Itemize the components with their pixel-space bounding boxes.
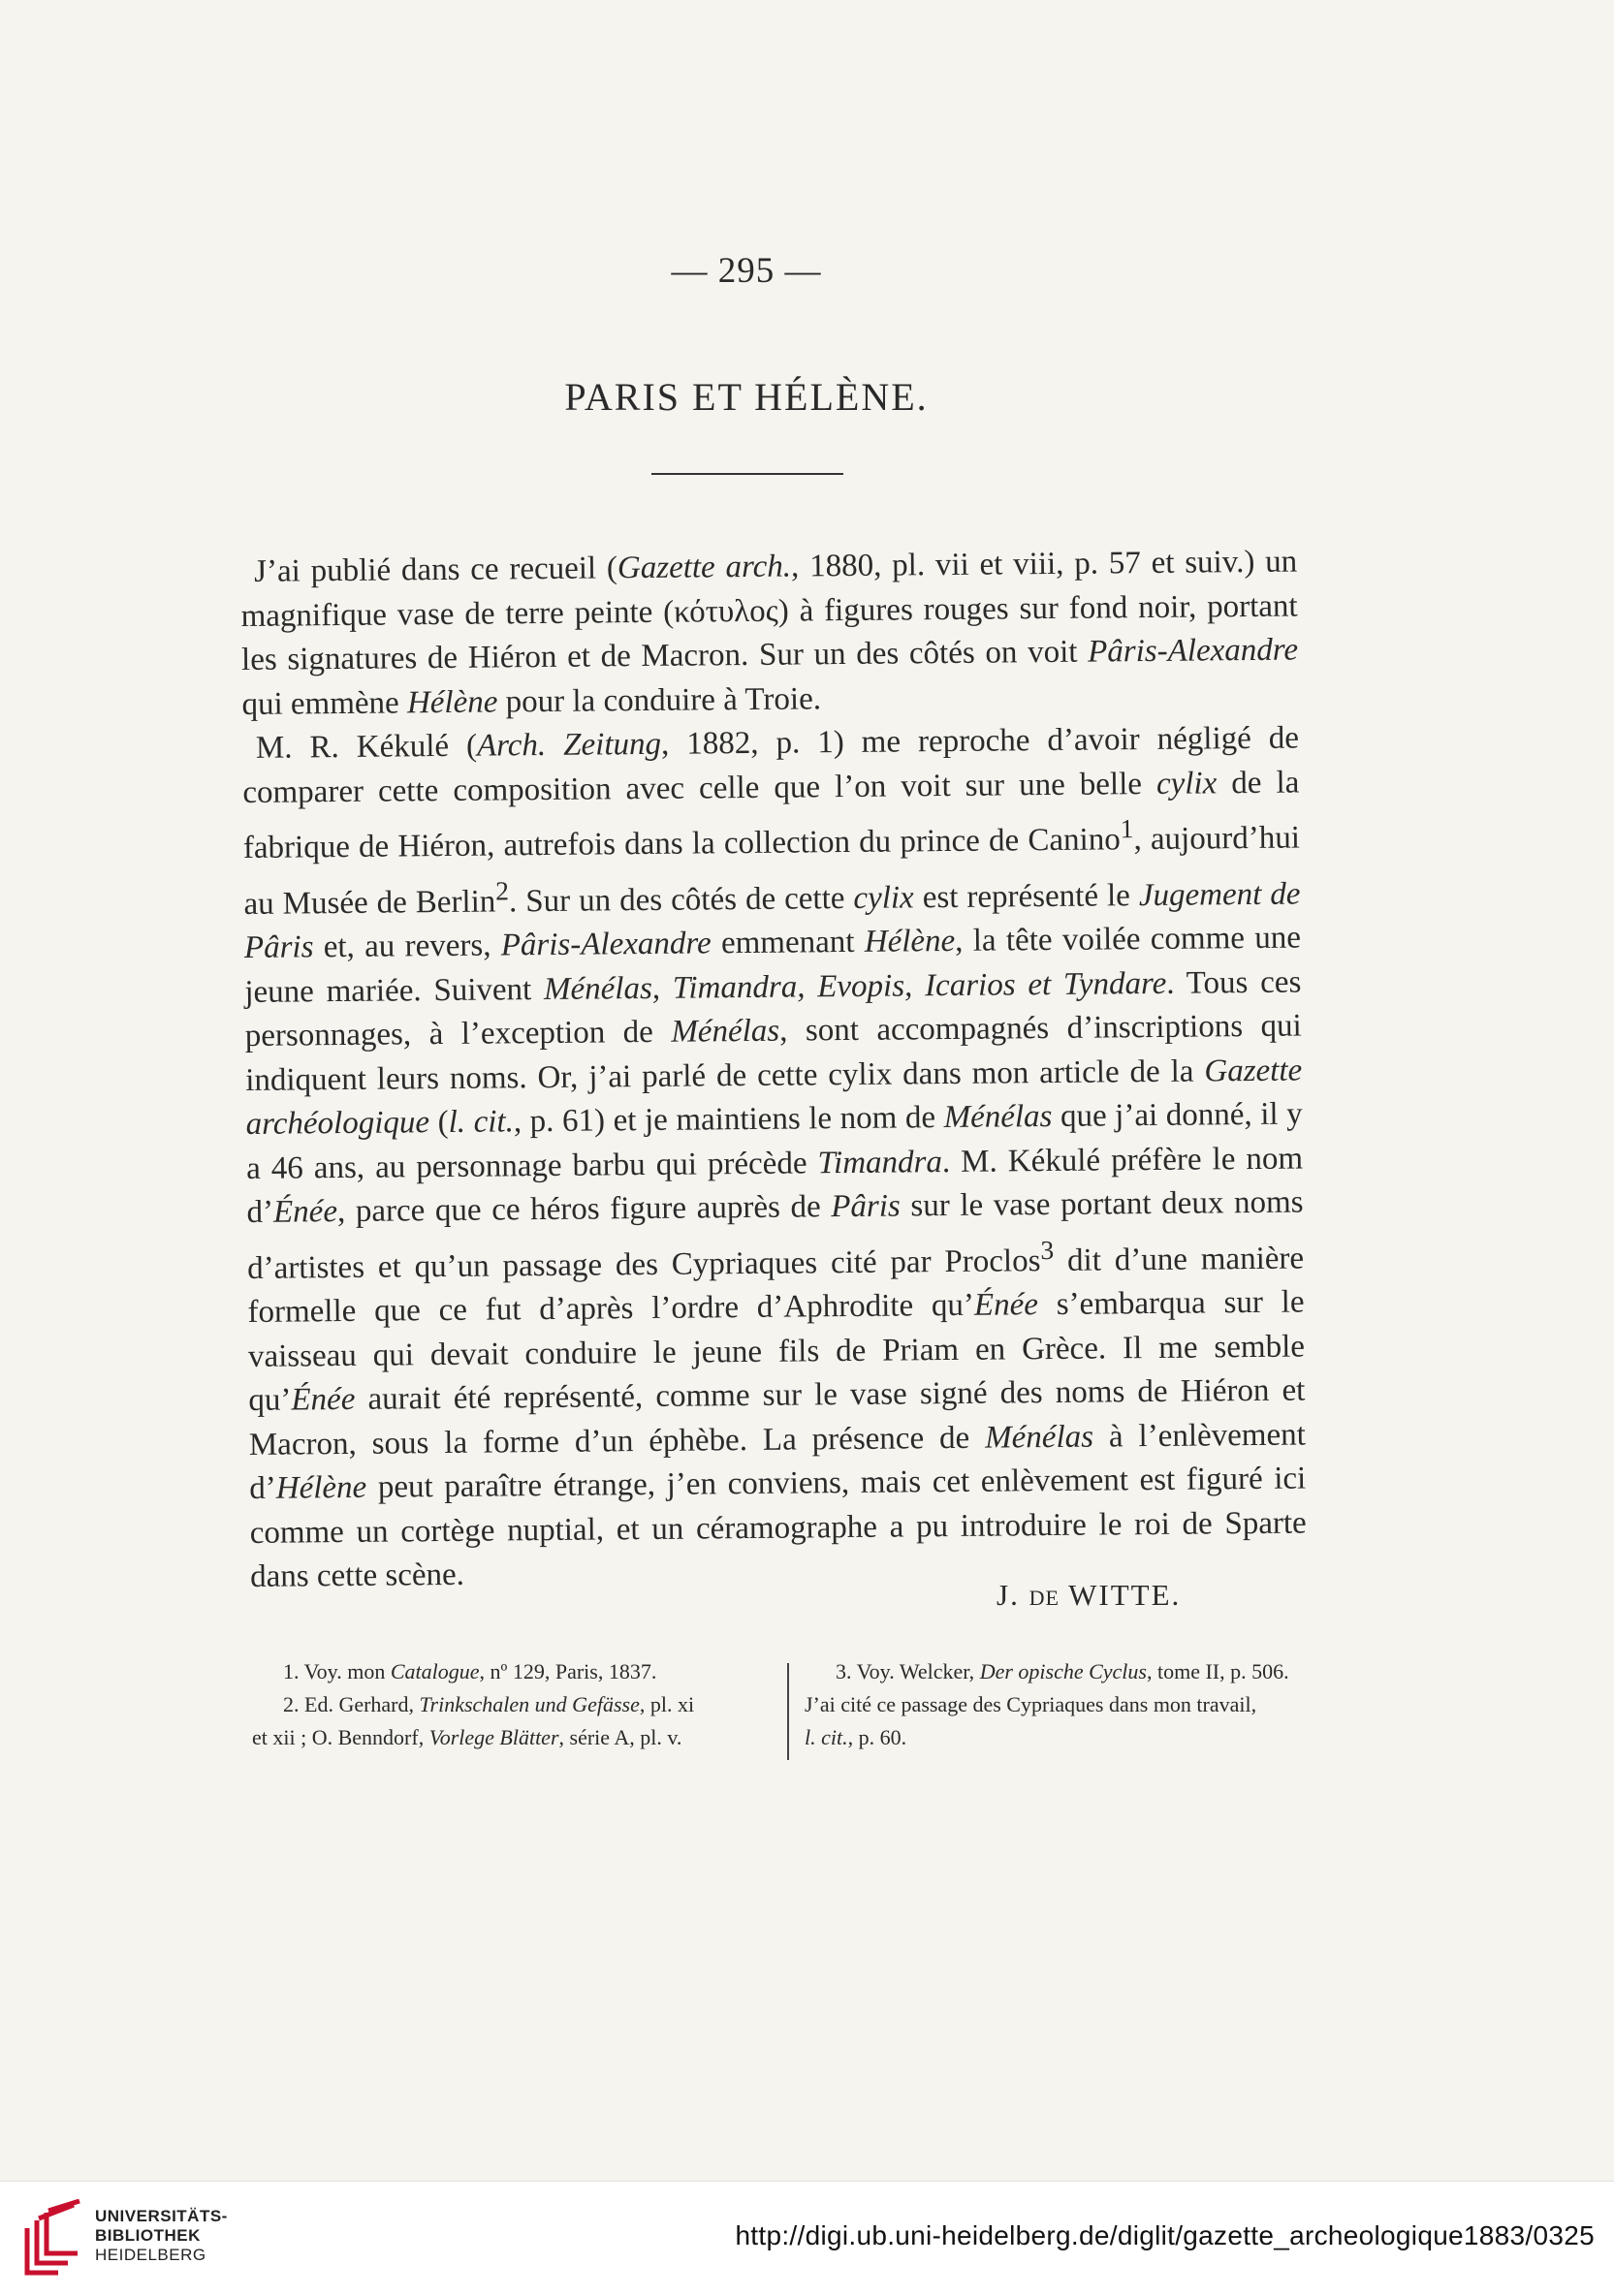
italic-run: Ménélas [671, 1013, 780, 1050]
italic-run: Trinkschalen und Gefässe [419, 1692, 640, 1716]
text-run: , p. 60. [847, 1725, 907, 1749]
footnote-2 [252, 1688, 742, 1721]
paragraph-1 [240, 541, 1299, 727]
library-name-line-3: HEIDELBERG [95, 2246, 206, 2264]
text-run: , la tête voilée comme une jeune mariée. Suivent [244, 920, 1302, 1010]
text-run: que j’ai donné, il y a 46 ans, au personnage barbu qui précède [245, 1096, 1303, 1186]
text-run: de la fabrique de Hiéron, autrefois dans la collection du prince de Canino [242, 765, 1300, 865]
footnote-column-divider [787, 1663, 789, 1760]
italic-run: l. cit. [448, 1104, 515, 1140]
text-run: , p. 61) et je maintiens le nom de [513, 1100, 944, 1140]
text-run: J’ai publié dans ce recueil ( [254, 550, 618, 589]
footnote-ref: 3 [1040, 1234, 1055, 1265]
text-run: dit d’une manière formelle que ce fut d’après l’ordre d’Aphrodite qu’ [247, 1241, 1305, 1330]
text-run: emmenant [711, 924, 865, 961]
text-run: est représenté le [913, 877, 1140, 915]
italic-run: l. cit. [805, 1725, 848, 1749]
library-logo-icon [19, 2199, 87, 2279]
italic-run: Pâris-Alexandre [1087, 632, 1299, 670]
article-title: PARIS ET HÉLÈNE. [564, 375, 929, 419]
italic-run: Ménélas [943, 1098, 1053, 1136]
italic-run: Hélène [275, 1469, 367, 1506]
text-run: , pl. xi [639, 1692, 695, 1716]
text-run: . Sur un des côtés de cette [508, 880, 854, 919]
italic-run: Hélène [406, 683, 498, 720]
text-run: qui emmène [241, 684, 408, 722]
text-run: s’embarqua sur le vaisseau qui devait conduire le jeune fils de Priam en Grèce. Il me semble qu’ [247, 1284, 1306, 1418]
author-signature [997, 1578, 1181, 1613]
footnotes-right-column [805, 1655, 1318, 1754]
text-run: M. R. Kékulé ( [255, 728, 478, 766]
page-number: — 295 — [671, 251, 822, 291]
italic-run: Pâris-Alexandre [500, 926, 712, 963]
text-run: , 1880, pl. vii et viii, p. 57 et suiv.) un magnifique vase de terre peinte (κότυλος) à figures rouges sur fond noir, portant les signatures de Hiéron et de Macron. Sur un des côtés on voit [240, 544, 1298, 677]
footnote-2-continued [252, 1721, 742, 1754]
article-body [240, 541, 1307, 1600]
text-run: sur le vase portant deux noms d’artistes et qu’un passage des Cypriaques cité par Proclos [246, 1184, 1304, 1286]
text-run: aurait été représenté, comme sur le vase signé des noms de Hiéron et Macron, sous la forme d’un éphèbe. La présence de [248, 1372, 1306, 1463]
italic-run: Timandra [817, 1144, 943, 1180]
italic-run: Hélène [864, 923, 956, 959]
library-name-line-2: BIBLIOTHEK [95, 2226, 201, 2245]
italic-run: Énée [973, 1287, 1039, 1323]
italic-run: Ménélas, Timandra, Evopis, Icarios et Tyndare [543, 965, 1167, 1007]
signature-name: WITTE. [1068, 1578, 1182, 1612]
text-run: . Tous ces personnages, à l’exception de [244, 964, 1302, 1054]
footnote-3-end [805, 1721, 1318, 1754]
text-run: , tome II, p. 506. [1146, 1659, 1289, 1683]
text-run: à l’enlèvement d’ [249, 1416, 1306, 1506]
footnote-3-continued [805, 1688, 1318, 1721]
footnotes [252, 1655, 1318, 1762]
text-run: , aujourd’hui au Musée de Berlin [243, 820, 1301, 922]
text-run: , parce que ce héros figure auprès de [336, 1189, 832, 1230]
footnote-ref: 1 [1120, 813, 1134, 844]
text-run: et xii ; O. Benndorf, [252, 1725, 429, 1749]
italic-run: Der opische Cyclus [979, 1659, 1147, 1683]
library-name-line-1: UNIVERSITÄTS- [95, 2207, 228, 2225]
italic-run: cylix [853, 879, 914, 916]
italic-run: Gazette archéologique [245, 1053, 1303, 1142]
library-name [95, 2207, 228, 2265]
text-run: ( [428, 1104, 449, 1141]
title-divider [651, 473, 843, 475]
italic-run: Arch. Zeitung [476, 726, 662, 764]
italic-run: Gazette arch. [617, 549, 792, 586]
footnote-3 [805, 1655, 1318, 1688]
italic-run: Pâris [831, 1188, 901, 1225]
text-run: , 1882, p. 1) me reproche d’avoir négligé de comparer cette composition avec celle que l’on voit sur une belle [242, 720, 1300, 810]
text-run: . M. Kékulé préfère le nom d’ [246, 1141, 1304, 1230]
text-run: pour la conduire à Troie. [497, 680, 822, 719]
italic-run: Énée [291, 1381, 356, 1418]
text-run: 1. Voy. mon [283, 1659, 391, 1683]
signature-initial: J. [997, 1578, 1020, 1612]
italic-run: cylix [1155, 765, 1218, 802]
source-url[interactable]: http://digi.ub.uni-heidelberg.de/diglit/gazette_archeologique1883/0325 [735, 2220, 1595, 2250]
text-run: peut paraître étrange, j’en conviens, mais cet enlèvement est figuré ici comme un cortège nuptial, et un céramographe a pu introduire le roi de Sparte dans cette scène. [249, 1461, 1307, 1594]
library-footer-bar [0, 2181, 1614, 2296]
italic-run: Énée [272, 1194, 338, 1230]
text-run: , nº 129, Paris, 1837. [479, 1659, 657, 1683]
text-run: J’ai cité ce passage des Cypriaques dans mon travail, [805, 1692, 1257, 1716]
text-run: et, au revers, [313, 928, 501, 965]
text-run: , série A, pl. v. [558, 1725, 682, 1749]
italic-run: Catalogue [390, 1659, 480, 1683]
text-run: 3. Voy. Welcker, [836, 1659, 980, 1683]
italic-run: Vorlege Blätter [428, 1725, 559, 1749]
paragraph-2 [242, 717, 1308, 1600]
text-run: 2. Ed. Gerhard, [283, 1692, 420, 1716]
signature-particle: DE [1029, 1586, 1060, 1610]
italic-run: Jugement de Pâris [243, 876, 1301, 965]
text-run: , sont accompagnés d’inscriptions qui indiquent leurs noms. Or, j’ai parlé de cette cylix dans mon article de la [245, 1008, 1302, 1098]
italic-run: Ménélas [985, 1419, 1094, 1456]
footnote-1 [252, 1655, 742, 1688]
footnote-ref: 2 [495, 874, 510, 905]
footnotes-left-column [252, 1655, 742, 1754]
